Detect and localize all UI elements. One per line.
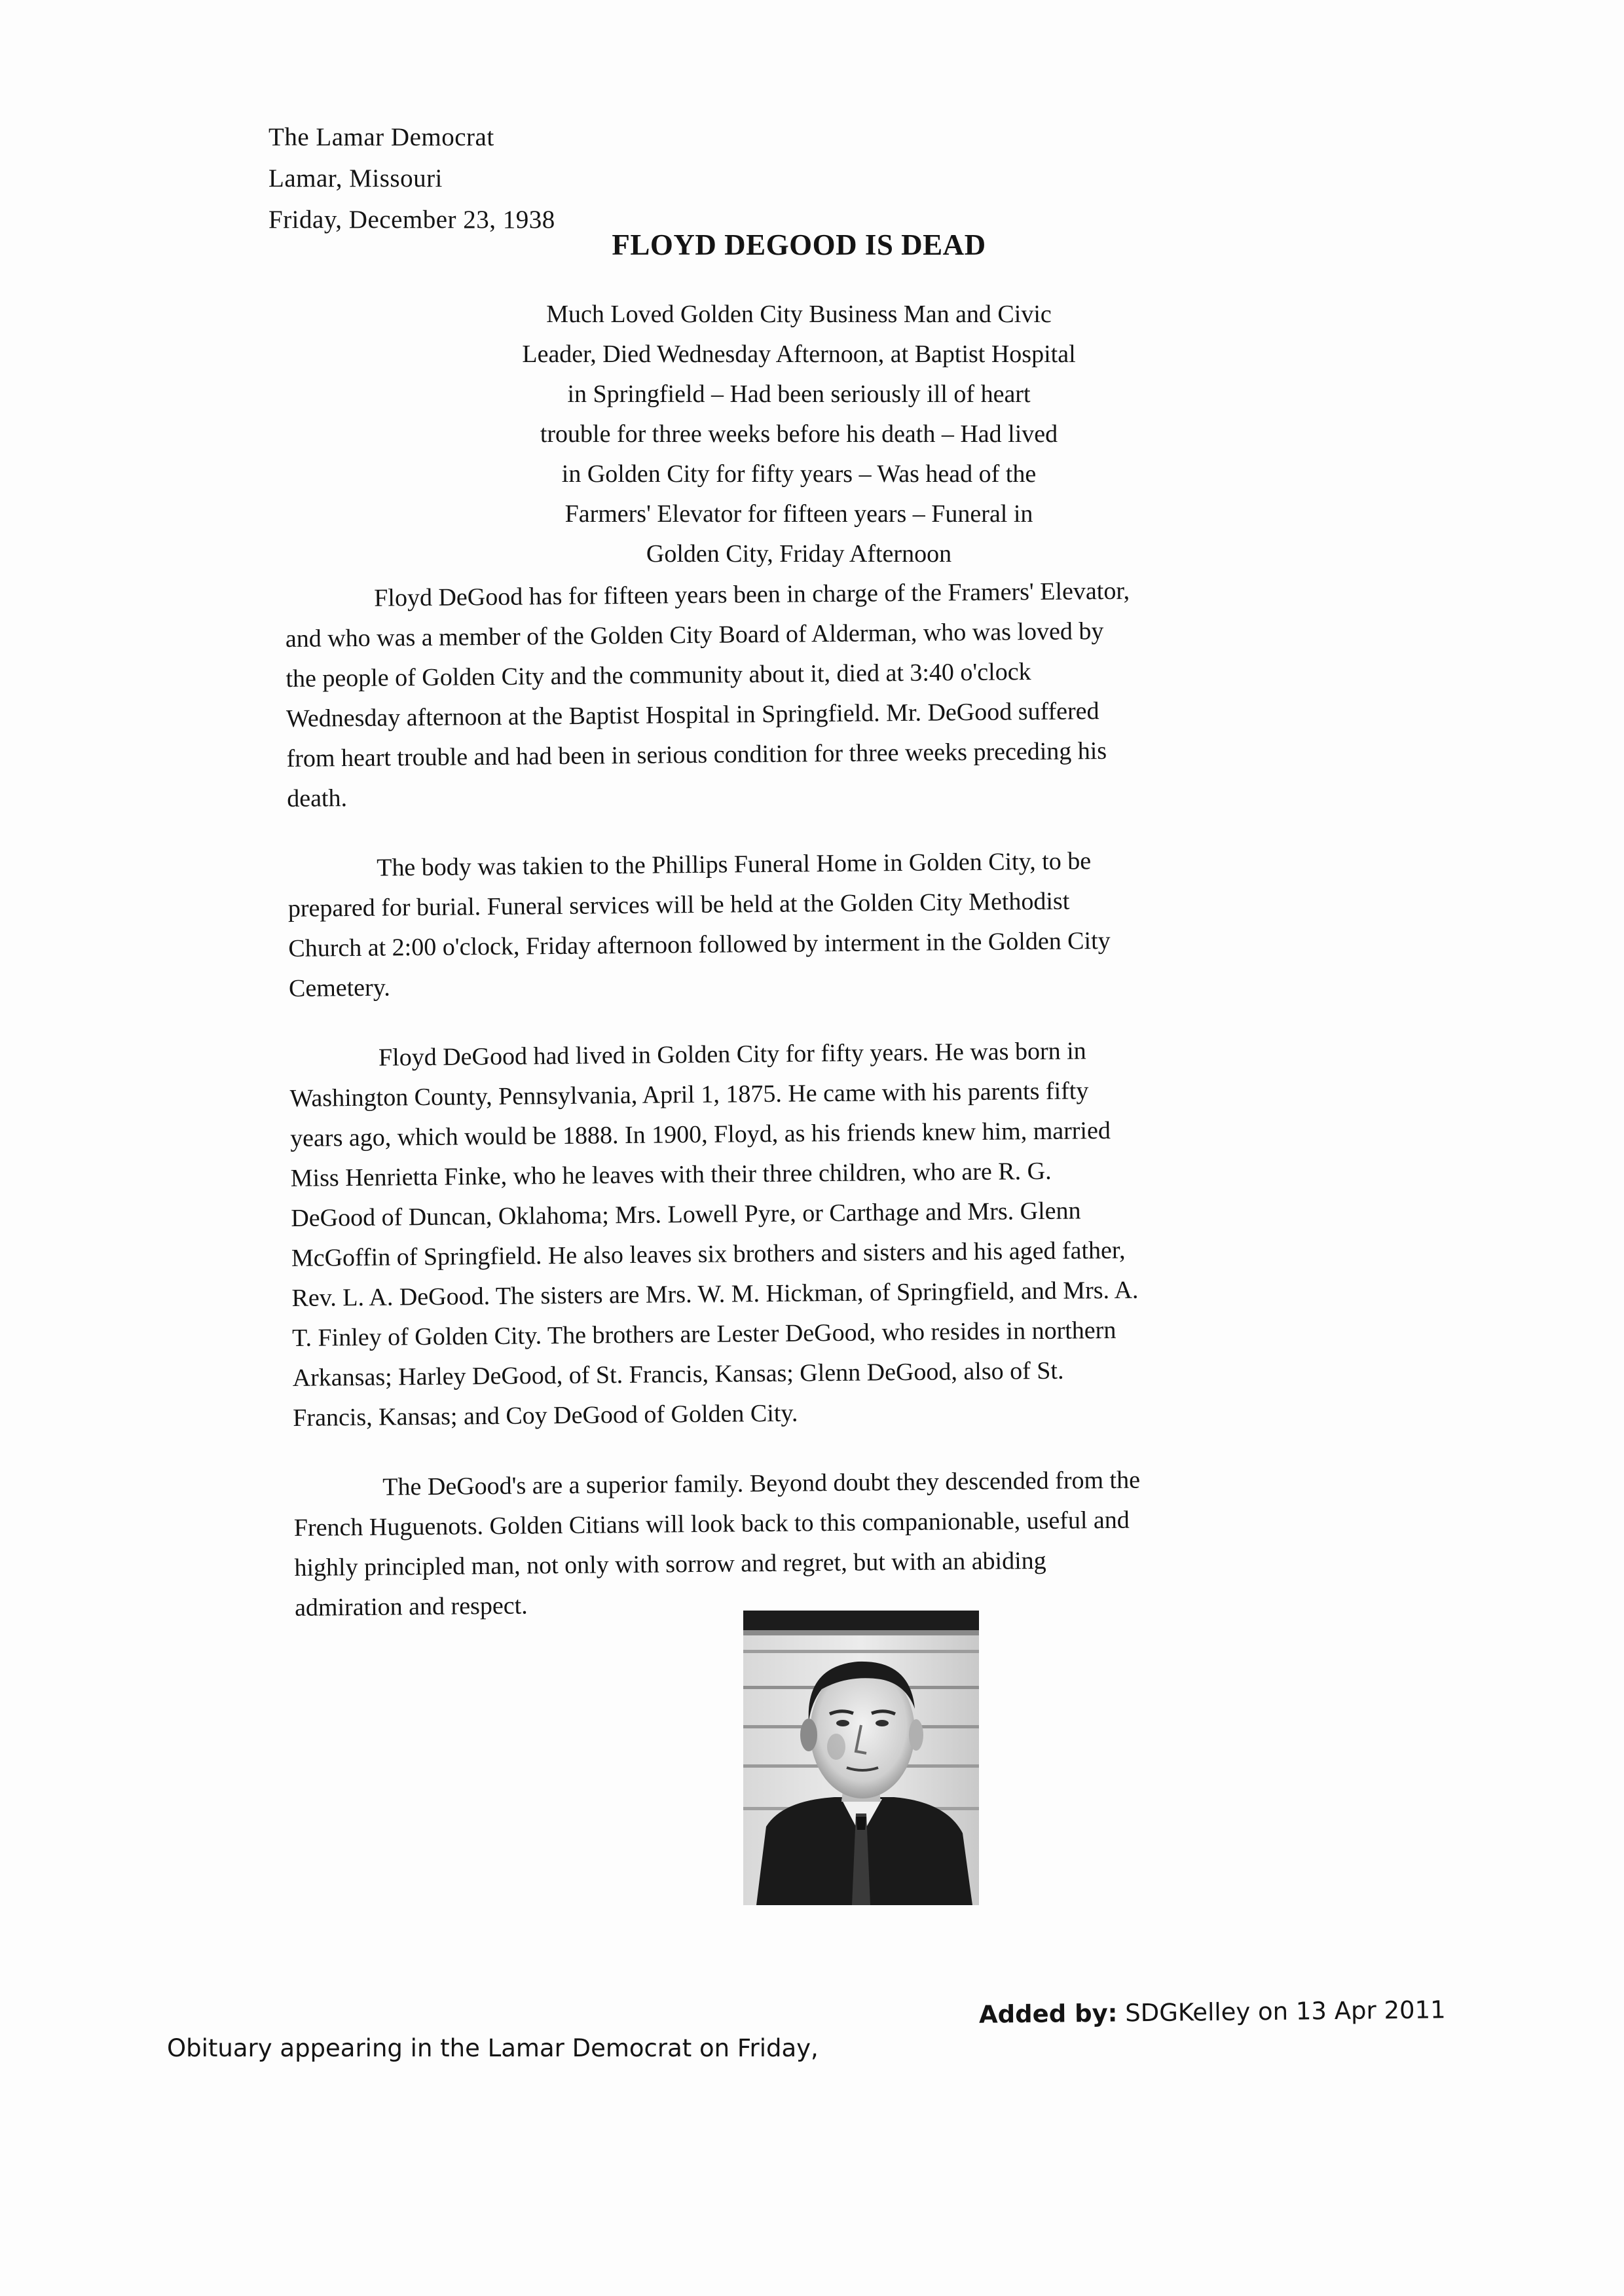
caption: Obituary appearing in the Lamar Democrat on Friday, <box>167 2034 819 2062</box>
text-line: Floyd DeGood has for fifteen years been in charge of the Framers' Elevator, <box>374 577 1130 612</box>
subhead-line: Golden City, Friday Afternoon <box>646 540 952 568</box>
subhead-line: trouble for three weeks before his death – Had lived <box>540 420 1058 448</box>
portrait-photo <box>743 1611 979 1905</box>
text-line: years ago, which would be 1888. In 1900, Floyd, as his friends knew him, married <box>289 1116 1111 1152</box>
subhead-line: in Golden City for fifty years – Was head of the <box>561 460 1037 488</box>
newspaper-location: Lamar, Missouri <box>268 164 443 192</box>
text-line: Francis, Kansas; and Coy DeGood of Golden City. <box>293 1399 798 1432</box>
text-line: highly principled man, not only with sorrow and regret, but with an abiding <box>294 1546 1046 1582</box>
subhead-line: in Springfield – Had been seriously ill of heart <box>567 380 1031 408</box>
text-line: Cemetery. <box>288 974 390 1002</box>
text-line: from heart trouble and had been in serious condition for three weeks preceding his <box>286 737 1107 773</box>
subhead-line: Much Loved Golden City Business Man and Civic <box>546 301 1052 328</box>
added-by-label: Added by: <box>978 1999 1118 2029</box>
subhead-line: Leader, Died Wednesday Afternoon, at Baptist Hospital <box>522 340 1076 368</box>
text-line: Floyd DeGood had lived in Golden City for fifty years. He was born in <box>378 1037 1086 1072</box>
text-line: DeGood of Duncan, Oklahoma; Mrs. Lowell Pyre, or Carthage and Mrs. Glenn <box>291 1197 1081 1232</box>
added-by <box>979 1995 1446 2028</box>
text-line: Rev. L. A. DeGood. The sisters are Mrs. W. M. Hickman, of Springfield, and Mrs. A. <box>291 1276 1139 1312</box>
text-line: and who was a member of the Golden City Board of Alderman, who was loved by <box>285 617 1104 653</box>
newspaper-name: The Lamar Democrat <box>268 123 494 151</box>
subheadline <box>419 295 1179 574</box>
text-line: the people of Golden City and the community about it, died at 3:40 o'clock <box>286 658 1031 693</box>
added-by-value: SDGKelley on 13 Apr 2011 <box>1125 1995 1446 2028</box>
text-line: French Huguenots. Golden Citians will look back to this companionable, useful and <box>293 1506 1130 1542</box>
paragraph-3 <box>289 1029 1341 1438</box>
text-line: prepared for burial. Funeral services will be held at the Golden City Methodist <box>287 887 1070 922</box>
text-line: T. Finley of Golden City. The brothers are Lester DeGood, who resides in northern <box>291 1316 1116 1352</box>
publication-date: Friday, December 23, 1938 <box>268 206 555 234</box>
text-line: Washington County, Pennsylvania, April 1, 1875. He came with his parents fifty <box>289 1077 1089 1112</box>
subhead-line: Farmers' Elevator for fifteen years – Funeral in <box>564 500 1033 528</box>
text-line: Church at 2:00 o'clock, Friday afternoon followed by interment in the Golden City <box>288 926 1111 962</box>
article-body <box>285 570 1343 1658</box>
text-line: Wednesday afternoon at the Baptist Hospital in Springfield. Mr. DeGood suffered <box>286 697 1099 733</box>
text-line: Arkansas; Harley DeGood, of St. Francis, Kansas; Glenn DeGood, also of St. <box>292 1357 1064 1392</box>
text-line: death. <box>287 784 348 812</box>
text-line: Miss Henrietta Finke, who he leaves with their three children, who are R. G. <box>290 1157 1052 1192</box>
text-line: McGoffin of Springfield. He also leaves six brothers and sisters and his aged father, <box>291 1236 1126 1272</box>
paragraph-4 <box>293 1459 1342 1628</box>
text-line: The body was takien to the Phillips Funeral Home in Golden City, to be <box>377 847 1092 882</box>
headline: FLOYD DEGOOD IS DEAD <box>612 228 986 261</box>
paragraph-1 <box>285 570 1335 819</box>
text-line: admiration and respect. <box>294 1592 528 1622</box>
text-line: The DeGood's are a superior family. Beyond doubt they descended from the <box>382 1466 1141 1501</box>
masthead <box>268 117 858 240</box>
paragraph-2 <box>287 839 1337 1009</box>
